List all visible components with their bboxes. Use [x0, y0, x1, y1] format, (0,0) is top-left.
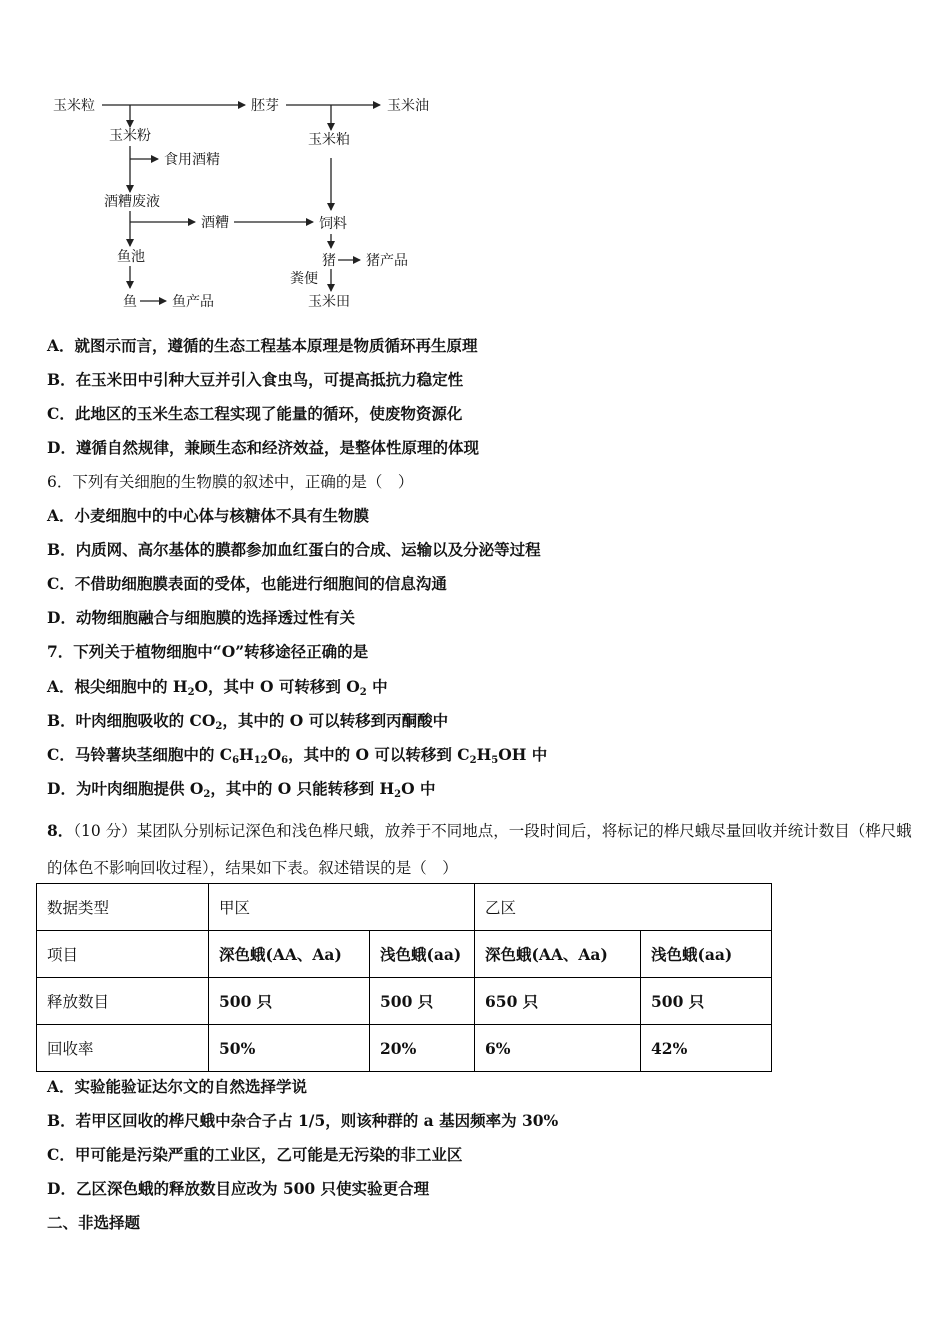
q7-option-b: B．叶肉细胞吸收的 $CO_2$，其中的 O 可以转移到丙酮酸中: [47, 711, 449, 732]
table-cell: 项目: [37, 931, 209, 978]
table-cell: 浅色蛾(aa): [370, 931, 475, 978]
table-cell: 深色蛾(AA、Aa): [475, 931, 641, 978]
q6-option-c: C．不借助细胞膜表面的受体，也能进行细胞间的信息沟通: [47, 574, 447, 593]
node-distillers-grains: 酒糟: [201, 215, 229, 231]
table-row: [37, 978, 772, 1025]
q7-option-a: A．根尖细胞中的 $H_2O$，其中 O 可转移到 $O_2$ 中: [47, 677, 388, 698]
node-manure: 粪便: [290, 271, 318, 287]
table-cell: 深色蛾(AA、Aa): [209, 931, 370, 978]
table-cell: 500 只: [641, 978, 772, 1025]
q7-stem: 7．下列关于植物细胞中“O”转移途径正确的是: [47, 642, 369, 661]
table-cell: 乙区: [475, 884, 772, 931]
table-cell: 650 只: [475, 978, 641, 1025]
node-corn-grain: 玉米粒: [53, 98, 95, 114]
node-fish: 鱼: [123, 294, 137, 310]
q8-option-d: D．乙区深色蛾的释放数目应改为 500 只使实验更合理: [47, 1179, 430, 1198]
flow-arrows: [40, 88, 460, 320]
table-cell: 甲区: [209, 884, 475, 931]
node-corn-flour: 玉米粉: [109, 128, 151, 144]
q5-option-b: B．在玉米田中引种大豆并引入食虫鸟，可提高抵抗力稳定性: [47, 370, 464, 389]
section-heading-non-choice: 二、非选择题: [47, 1213, 141, 1232]
q8-option-b: B．若甲区回收的桦尺蛾中杂合子占 1/5，则该种群的 a 基因频率为 30%: [47, 1111, 559, 1130]
node-corn-meal: 玉米粕: [308, 132, 350, 148]
table-cell: 500 只: [209, 978, 370, 1025]
table-row: [37, 884, 772, 931]
table-cell: 数据类型: [37, 884, 209, 931]
q7-option-d: D．为叶肉细胞提供 $O_2$，其中的 O 只能转移到 $H_2O$ 中: [47, 779, 436, 800]
q7-option-c: C．马铃薯块茎细胞中的 $C_6H_{12}O_6$，其中的 O 可以转移到 $C_2H_5OH$ 中: [47, 745, 548, 766]
node-fish-pond: 鱼池: [117, 249, 145, 265]
q8-option-c: C．甲可能是污染严重的工业区，乙可能是无污染的非工业区: [47, 1145, 463, 1164]
table-cell: 6%: [475, 1025, 641, 1072]
table-cell: 浅色蛾(aa): [641, 931, 772, 978]
moth-release-table: [36, 883, 772, 1072]
q6-stem: 6．下列有关细胞的生物膜的叙述中，正确的是（ ）: [47, 473, 414, 491]
node-waste-liquid: 酒糟废液: [104, 194, 160, 210]
table-row: [37, 931, 772, 978]
q6-option-a: A．小麦细胞中的中心体与核糖体不具有生物膜: [47, 506, 370, 525]
q6-option-d: D．动物细胞融合与细胞膜的选择透过性有关: [47, 608, 355, 627]
node-fish-products: 鱼产品: [172, 294, 214, 310]
table-cell: 42%: [641, 1025, 772, 1072]
node-edible-alcohol: 食用酒精: [164, 152, 220, 168]
q5-option-d: D．遵循自然规律，兼顾生态和经济效益，是整体性原理的体现: [47, 438, 479, 457]
table-cell: 回收率: [37, 1025, 209, 1072]
node-embryo: 胚芽: [251, 98, 279, 114]
q6-option-b: B．内质网、高尔基体的膜都参加血红蛋白的合成、运输以及分泌等过程: [47, 540, 541, 559]
node-pig: 猪: [322, 253, 336, 269]
table-cell: 20%: [370, 1025, 475, 1072]
table-cell: 50%: [209, 1025, 370, 1072]
q5-option-c: C．此地区的玉米生态工程实现了能量的循环，使废物资源化: [47, 404, 463, 423]
node-pig-products: 猪产品: [366, 253, 408, 269]
table-cell: 500 只: [370, 978, 475, 1025]
q8-stem: 8．（10 分）某团队分别标记深色和浅色桦尺蛾，放养于不同地点，一段时间后，将标记的桦尺蛾尽量回收并统计数目（桦尺蛾的体色不影响回收过程），结果如下表。叙述错误的是（ ）: [47, 821, 912, 877]
node-corn-oil: 玉米油: [387, 98, 429, 114]
table-row: [37, 1025, 772, 1072]
q8-option-a: A．实验能验证达尔文的自然选择学说: [47, 1077, 308, 1096]
node-corn-field: 玉米田: [308, 294, 350, 310]
node-feed: 饲料: [319, 216, 347, 232]
table-cell: 释放数目: [37, 978, 209, 1025]
corn-ecology-flow-diagram: [40, 88, 460, 320]
q5-option-a: A．就图示而言，遵循的生态工程基本原理是物质循环再生原理: [47, 336, 478, 355]
